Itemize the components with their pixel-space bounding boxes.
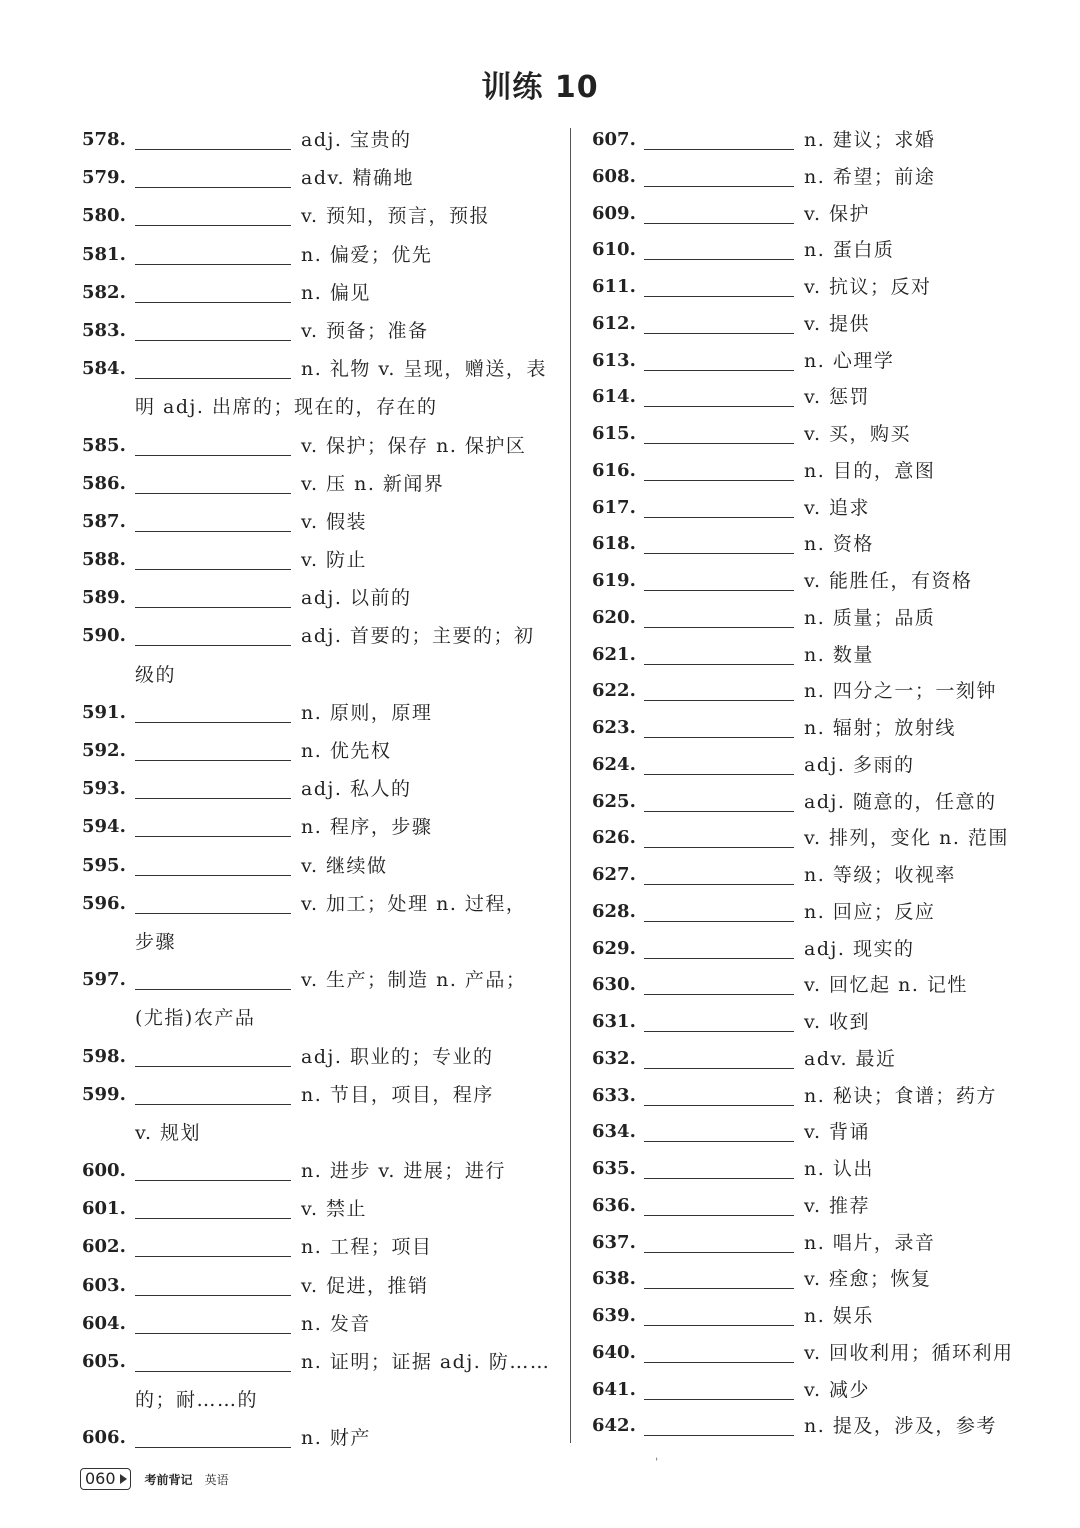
answer-blank[interactable] xyxy=(644,1399,794,1400)
entry-number: 599. xyxy=(82,1083,126,1105)
entry-number: 629. xyxy=(592,937,636,959)
entry-definition: v. 回忆起 n. 记性 xyxy=(804,974,968,997)
entry-number: 598. xyxy=(82,1045,126,1067)
entry-number: 636. xyxy=(592,1194,636,1216)
entry-definition: n. 认出 xyxy=(804,1158,874,1180)
entry-number: 617. xyxy=(592,496,636,518)
entry-number: 597. xyxy=(82,969,126,991)
answer-blank[interactable] xyxy=(644,921,794,922)
answer-blank[interactable] xyxy=(135,645,291,646)
entry-number: 639. xyxy=(592,1305,636,1326)
vocab-entry xyxy=(82,1230,560,1268)
answer-blank[interactable] xyxy=(644,1288,794,1289)
vocab-entry xyxy=(592,1226,1012,1263)
entry-definition: v. 预知，预言，预报 xyxy=(301,205,491,228)
entry-definition: n. 蛋白质 xyxy=(804,239,895,262)
answer-blank[interactable] xyxy=(135,1333,291,1334)
entry-number: 585. xyxy=(82,434,126,456)
vocab-entry xyxy=(592,1189,1012,1226)
entry-definition-continued: 明 adj. 出席的；现在的，存在的 xyxy=(135,396,438,419)
answer-blank[interactable] xyxy=(644,517,794,518)
entry-number: 592. xyxy=(82,740,126,761)
entry-definition-continued: (尤指)农产品 xyxy=(135,1007,256,1030)
entry-number: 590. xyxy=(82,625,126,647)
entry-number: 578. xyxy=(82,129,126,150)
vocab-entry xyxy=(592,1373,1012,1410)
entry-definition: n. 心理学 xyxy=(804,349,895,372)
entry-definition: adj. 随意的，任意的 xyxy=(804,790,997,813)
answer-blank[interactable] xyxy=(644,406,794,407)
answer-blank[interactable] xyxy=(135,493,291,494)
page-title: 训练 10 xyxy=(481,70,599,105)
entry-number: 588. xyxy=(82,549,126,571)
answer-blank[interactable] xyxy=(135,378,291,379)
answer-blank[interactable] xyxy=(135,1104,291,1105)
vocab-entry xyxy=(592,638,1012,675)
answer-blank[interactable] xyxy=(644,774,794,775)
entry-definition: v. 防止 xyxy=(301,549,368,572)
answer-blank[interactable] xyxy=(135,798,291,799)
vocab-entry xyxy=(592,344,1012,381)
entry-definition: n. 资格 xyxy=(804,533,874,556)
answer-blank[interactable] xyxy=(644,627,794,628)
entry-definition: n. 财产 xyxy=(301,1427,371,1450)
entry-number: 615. xyxy=(592,423,636,444)
subject-name: 英语 xyxy=(204,1472,229,1487)
answer-blank[interactable] xyxy=(644,1215,794,1216)
entry-definition: n. 优先权 xyxy=(301,740,392,762)
entry-number: 603. xyxy=(82,1274,126,1296)
vocab-entry xyxy=(592,270,1012,307)
entry-number: 638. xyxy=(592,1268,636,1290)
vocab-entry xyxy=(82,429,560,467)
entry-number: 625. xyxy=(592,790,636,812)
column-divider xyxy=(570,128,571,1443)
entry-number: 640. xyxy=(592,1341,636,1363)
vocab-entry xyxy=(592,1005,1012,1042)
entry-number: 631. xyxy=(592,1011,636,1032)
entry-definition: n. 秘诀；食谱；药方 xyxy=(804,1084,997,1107)
vocab-entry xyxy=(82,810,560,848)
entry-definition: n. 证明；证据 adj. 防…… xyxy=(301,1351,551,1373)
answer-blank[interactable] xyxy=(135,149,291,150)
answer-blank[interactable] xyxy=(135,1180,291,1181)
entry-definition: v. 促进，推销 xyxy=(301,1274,429,1297)
answer-blank[interactable] xyxy=(135,875,291,876)
answer-blank[interactable] xyxy=(135,569,291,570)
vocab-entry xyxy=(82,199,560,237)
vocab-entry xyxy=(82,123,560,161)
answer-blank[interactable] xyxy=(644,1325,794,1326)
entry-definition: n. 辐射；放射线 xyxy=(804,717,956,739)
entry-number: 610. xyxy=(592,239,636,261)
answer-blank[interactable] xyxy=(644,443,794,444)
vocab-entry xyxy=(592,1152,1012,1189)
page-number: 060 xyxy=(80,1468,131,1490)
answer-blank[interactable] xyxy=(135,760,291,761)
answer-blank[interactable] xyxy=(644,1105,794,1106)
answer-blank[interactable] xyxy=(135,340,291,341)
entry-definition: adv. 精确地 xyxy=(301,167,415,190)
right-column xyxy=(592,123,1012,1446)
entry-number: 602. xyxy=(82,1236,126,1258)
answer-blank[interactable] xyxy=(135,1256,291,1257)
answer-blank[interactable] xyxy=(135,836,291,837)
vocab-entry xyxy=(592,1299,1012,1336)
answer-blank[interactable] xyxy=(644,1178,794,1179)
entry-number: 630. xyxy=(592,974,636,996)
vocab-entry xyxy=(592,748,1012,785)
entry-number: 601. xyxy=(82,1198,126,1220)
vocab-entry xyxy=(592,968,1012,1005)
answer-blank[interactable] xyxy=(644,994,794,995)
entry-definition: v. 保护；保存 n. 保护区 xyxy=(301,434,527,457)
entry-definition: v. 追求 xyxy=(804,496,871,519)
entry-definition: n. 进步 v. 进展；进行 xyxy=(301,1160,506,1183)
answer-blank[interactable] xyxy=(644,884,794,885)
answer-blank[interactable] xyxy=(644,811,794,812)
entry-definition: v. 生产；制造 n. 产品； xyxy=(301,969,527,992)
entry-definition: v. 背诵 xyxy=(804,1121,871,1144)
entry-definition: v. 保护 xyxy=(804,202,871,225)
entry-definition: v. 加工；处理 n. 过程， xyxy=(301,892,527,915)
entry-definition-continued: 步骤 xyxy=(135,930,177,953)
vocab-entry-continuation xyxy=(82,658,560,696)
stray-mark: ˌ xyxy=(655,1448,659,1462)
vocab-entry xyxy=(82,963,560,1001)
vocab-entry xyxy=(82,581,560,619)
entry-number: 595. xyxy=(82,854,126,876)
vocab-entry-continuation xyxy=(82,1001,560,1039)
entry-number: 622. xyxy=(592,680,636,702)
entry-number: 582. xyxy=(82,281,126,303)
answer-blank[interactable] xyxy=(644,1435,794,1436)
answer-blank[interactable] xyxy=(135,913,291,914)
entry-number: 621. xyxy=(592,643,636,665)
entry-number: 627. xyxy=(592,864,636,885)
vocab-entry xyxy=(82,696,560,734)
entry-definition: n. 建议；求婚 xyxy=(804,129,936,151)
answer-blank[interactable] xyxy=(644,737,794,738)
answer-blank[interactable] xyxy=(135,1371,291,1372)
entry-definition: v. 回收利用；循环利用 xyxy=(804,1341,1014,1364)
vocab-entry xyxy=(82,734,560,772)
page-footer xyxy=(80,1467,229,1491)
answer-blank[interactable] xyxy=(644,1252,794,1253)
vocab-entry xyxy=(592,785,1012,822)
answer-blank[interactable] xyxy=(135,607,291,608)
vocab-entry xyxy=(592,895,1012,932)
answer-blank[interactable] xyxy=(644,296,794,297)
answer-blank[interactable] xyxy=(644,664,794,665)
vocab-entry xyxy=(82,1192,560,1230)
answer-blank[interactable] xyxy=(135,225,291,226)
answer-blank[interactable] xyxy=(644,1031,794,1032)
answer-blank[interactable] xyxy=(135,531,291,532)
answer-blank[interactable] xyxy=(135,1066,291,1067)
vocab-entry xyxy=(592,491,1012,528)
entry-definition: n. 偏爱；优先 xyxy=(301,243,433,266)
entry-definition: adj. 以前的 xyxy=(301,587,412,610)
vocab-entry xyxy=(592,674,1012,711)
entry-definition: v. 继续做 xyxy=(301,854,388,877)
answer-blank[interactable] xyxy=(135,302,291,303)
entry-definition-continued: 的；耐……的 xyxy=(135,1389,259,1412)
entry-number: 616. xyxy=(592,459,636,481)
entry-definition: v. 减少 xyxy=(804,1378,871,1401)
entry-definition: v. 推荐 xyxy=(804,1194,871,1217)
entry-definition: v. 能胜任，有资格 xyxy=(804,570,973,592)
entry-definition: n. 唱片，录音 xyxy=(804,1231,936,1254)
entry-number: 612. xyxy=(592,312,636,334)
vocab-entry-continuation xyxy=(82,1383,560,1421)
answer-blank[interactable] xyxy=(644,1362,794,1363)
vocab-entry xyxy=(82,1345,560,1383)
vocab-entry xyxy=(82,887,560,925)
vocab-entry xyxy=(592,1042,1012,1079)
series-name: 考前背记 xyxy=(144,1472,193,1487)
entry-definition: n. 程序，步骤 xyxy=(301,816,433,839)
entry-definition: n. 偏见 xyxy=(301,281,371,304)
entry-definition: v. 排列，变化 n. 范围 xyxy=(804,827,1009,850)
vocab-entry xyxy=(82,1269,560,1307)
answer-blank[interactable] xyxy=(135,1447,291,1448)
entry-number: 613. xyxy=(592,349,636,371)
vocab-entry xyxy=(82,849,560,887)
vocab-entry xyxy=(592,1336,1012,1373)
entry-number: 641. xyxy=(592,1378,636,1400)
entry-number: 626. xyxy=(592,827,636,849)
entry-definition: adj. 多雨的 xyxy=(804,753,915,776)
entry-definition: n. 工程；项目 xyxy=(301,1236,433,1259)
entry-definition: v. 压 n. 新闻界 xyxy=(301,472,445,495)
answer-blank[interactable] xyxy=(644,149,794,150)
vocab-entry xyxy=(592,1409,1012,1446)
entry-definition: n. 数量 xyxy=(804,643,874,666)
entry-definition: n. 娱乐 xyxy=(804,1305,874,1327)
entry-number: 634. xyxy=(592,1121,636,1143)
entry-definition: n. 目的，意图 xyxy=(804,459,936,482)
answer-blank[interactable] xyxy=(644,847,794,848)
entry-number: 604. xyxy=(82,1312,126,1334)
answer-blank[interactable] xyxy=(644,333,794,334)
vocab-entry xyxy=(82,505,560,543)
entry-definition: v. 提供 xyxy=(804,312,871,335)
entry-number: 600. xyxy=(82,1160,126,1182)
answer-blank[interactable] xyxy=(135,264,291,265)
answer-blank[interactable] xyxy=(644,223,794,224)
entry-number: 587. xyxy=(82,510,126,532)
entry-definition: v. 惩罚 xyxy=(804,386,871,409)
vocab-entry xyxy=(592,527,1012,564)
entry-number: 581. xyxy=(82,243,126,265)
vocab-entry xyxy=(592,711,1012,748)
entry-definition-continued: v. 规划 xyxy=(135,1121,202,1144)
entry-definition: n. 等级；收视率 xyxy=(804,864,956,886)
entry-number: 607. xyxy=(592,129,636,150)
entry-number: 637. xyxy=(592,1231,636,1253)
answer-blank[interactable] xyxy=(644,590,794,591)
entry-number: 594. xyxy=(82,816,126,838)
vocab-entry xyxy=(592,858,1012,895)
entry-definition: v. 禁止 xyxy=(301,1198,368,1221)
vocab-entry xyxy=(82,238,560,276)
answer-blank[interactable] xyxy=(135,989,291,990)
vocab-entry-continuation xyxy=(82,1116,560,1154)
vocab-entry xyxy=(592,601,1012,638)
entry-number: 619. xyxy=(592,570,636,591)
left-column xyxy=(82,123,560,1460)
vocab-entry-continuation xyxy=(82,925,560,963)
vocab-entry xyxy=(592,1262,1012,1299)
vocab-entry xyxy=(592,564,1012,601)
vocab-entry xyxy=(82,1040,560,1078)
answer-blank[interactable] xyxy=(644,186,794,187)
entry-number: 642. xyxy=(592,1415,636,1437)
entry-definition: n. 四分之一；一刻钟 xyxy=(804,680,997,703)
answer-blank[interactable] xyxy=(644,480,794,481)
entry-number: 623. xyxy=(592,717,636,738)
entry-definition: adv. 最近 xyxy=(804,1047,897,1070)
entry-definition: adj. 首要的；主要的；初 xyxy=(301,625,535,648)
entry-definition: v. 买，购买 xyxy=(804,423,912,445)
entry-definition: n. 原则，原理 xyxy=(301,701,433,724)
vocab-entry xyxy=(592,454,1012,491)
entry-number: 579. xyxy=(82,167,126,189)
entry-number: 593. xyxy=(82,778,126,800)
answer-blank[interactable] xyxy=(135,1295,291,1296)
entry-definition: n. 希望；前途 xyxy=(804,165,936,188)
entry-number: 591. xyxy=(82,701,126,723)
answer-blank[interactable] xyxy=(644,700,794,701)
entry-number: 589. xyxy=(82,587,126,609)
entry-number: 586. xyxy=(82,472,126,494)
vocab-entry xyxy=(82,352,560,390)
vocab-entry xyxy=(82,772,560,810)
vocab-entry xyxy=(592,932,1012,969)
entry-number: 580. xyxy=(82,205,126,227)
entry-definition: adj. 职业的；专业的 xyxy=(301,1045,494,1068)
answer-blank[interactable] xyxy=(644,958,794,959)
answer-blank[interactable] xyxy=(644,1068,794,1069)
answer-blank[interactable] xyxy=(135,187,291,188)
vocab-entry xyxy=(82,1154,560,1192)
vocab-entry xyxy=(82,314,560,352)
entry-definition: n. 质量；品质 xyxy=(804,606,936,629)
entry-number: 606. xyxy=(82,1427,126,1449)
vocab-entry xyxy=(82,619,560,657)
entry-definition: adj. 宝贵的 xyxy=(301,129,412,151)
answer-blank[interactable] xyxy=(644,1141,794,1142)
entry-definition: v. 抗议；反对 xyxy=(804,276,932,298)
vocab-entry xyxy=(82,543,560,581)
entry-number: 635. xyxy=(592,1158,636,1179)
vocab-entry xyxy=(592,417,1012,454)
vocab-entry xyxy=(82,1078,560,1116)
vocab-entry xyxy=(592,1115,1012,1152)
entry-definition: n. 节目，项目，程序 xyxy=(301,1083,494,1106)
entry-definition: v. 痊愈；恢复 xyxy=(804,1268,932,1291)
entry-number: 584. xyxy=(82,358,126,380)
answer-blank[interactable] xyxy=(644,259,794,260)
entry-number: 633. xyxy=(592,1084,636,1106)
entry-definition: n. 礼物 v. 呈现，赠送，表 xyxy=(301,358,547,381)
vocab-entry xyxy=(82,1421,560,1459)
vocab-entry xyxy=(592,1079,1012,1116)
entry-number: 611. xyxy=(592,276,636,297)
vocab-entry xyxy=(592,821,1012,858)
vocab-entry-continuation xyxy=(82,390,560,428)
entry-number: 596. xyxy=(82,892,126,914)
answer-blank[interactable] xyxy=(135,722,291,723)
entry-definition: v. 假装 xyxy=(301,510,368,533)
vocab-entry xyxy=(592,197,1012,234)
vocab-entry xyxy=(592,160,1012,197)
entry-number: 614. xyxy=(592,386,636,408)
vocab-entry xyxy=(82,1307,560,1345)
entry-number: 624. xyxy=(592,753,636,775)
vocab-entry xyxy=(592,380,1012,417)
vocab-entry xyxy=(592,123,1012,160)
entry-number: 618. xyxy=(592,533,636,555)
entry-definition: n. 发音 xyxy=(301,1312,371,1335)
entry-number: 583. xyxy=(82,319,126,341)
entry-definition: v. 收到 xyxy=(804,1011,871,1033)
answer-blank[interactable] xyxy=(644,370,794,371)
entry-definition: adj. 私人的 xyxy=(301,778,412,801)
entry-number: 628. xyxy=(592,900,636,922)
answer-blank[interactable] xyxy=(135,455,291,456)
entry-definition-continued: 级的 xyxy=(135,663,177,686)
answer-blank[interactable] xyxy=(135,1218,291,1219)
vocab-entry xyxy=(82,161,560,199)
vocab-entry xyxy=(592,233,1012,270)
vocab-entry xyxy=(82,276,560,314)
entry-number: 605. xyxy=(82,1351,126,1372)
entry-number: 632. xyxy=(592,1047,636,1069)
entry-definition: n. 提及，涉及，参考 xyxy=(804,1415,997,1438)
vocab-entry xyxy=(82,467,560,505)
entry-number: 609. xyxy=(592,202,636,224)
entry-number: 608. xyxy=(592,165,636,187)
entry-definition: n. 回应；反应 xyxy=(804,900,936,923)
answer-blank[interactable] xyxy=(644,553,794,554)
vocab-entry xyxy=(592,307,1012,344)
entry-number: 620. xyxy=(592,606,636,628)
entry-definition: adj. 现实的 xyxy=(804,937,915,960)
entry-definition: v. 预备；准备 xyxy=(301,319,429,342)
